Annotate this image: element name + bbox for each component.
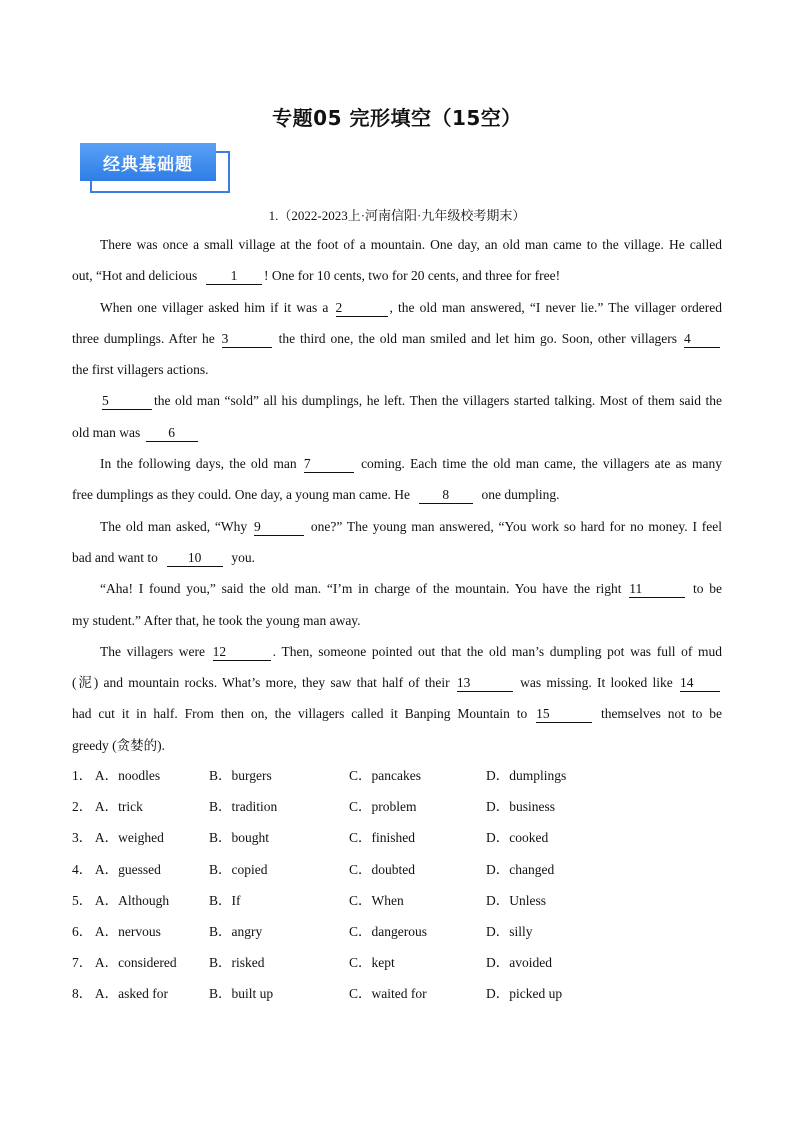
option-b[interactable]: B．built up: [209, 986, 274, 1002]
option-c[interactable]: C．dangerous: [349, 923, 427, 939]
blank-15[interactable]: 15: [536, 706, 592, 723]
option-row: 4． A．guessed B．copied C．doubted D．changed: [72, 859, 712, 890]
passage-line: my student.” After that, he took the young man away.: [72, 612, 361, 628]
option-a[interactable]: A．Although: [94, 892, 170, 908]
option-c[interactable]: C．doubted: [349, 861, 415, 877]
passage-line: In the following days, the old man 7 coming. Each time the old man came, the villagers ate as many: [100, 456, 723, 472]
option-d[interactable]: D．Unless: [486, 892, 546, 908]
passage-line: out, “Hot and delicious 1 ! One for 10 cents, two for 20 cents, and three for free!: [72, 268, 561, 284]
blank-7[interactable]: 7: [304, 456, 354, 473]
option-b[interactable]: B．copied: [209, 861, 268, 877]
option-b[interactable]: B．risked: [209, 955, 265, 971]
blank-11[interactable]: 11: [629, 581, 685, 598]
passage-line: There was once a small village at the foot of a mountain. One day, an old man came to the village. He called: [100, 237, 722, 252]
option-a[interactable]: A．weighed: [94, 830, 164, 846]
option-c[interactable]: C．finished: [349, 830, 415, 846]
option-a[interactable]: A．asked for: [94, 986, 168, 1002]
option-a[interactable]: A．nervous: [94, 923, 161, 939]
passage-line: The villagers were 12 . Then, someone pointed out that the old man’s dumpling pot was full of mud: [100, 643, 723, 659]
option-b[interactable]: B．angry: [209, 923, 263, 939]
option-c[interactable]: C．waited for: [349, 986, 427, 1002]
option-d[interactable]: D．cooked: [486, 830, 549, 846]
blank-13[interactable]: 13: [457, 675, 513, 692]
passage-line: the first villagers actions.: [72, 362, 209, 378]
option-d[interactable]: D．silly: [486, 923, 533, 939]
option-a[interactable]: A．trick: [94, 799, 143, 815]
passage-line: greedy (贪婪的).: [72, 737, 165, 753]
option-row: 6． A．nervous B．angry C．dangerous D．silly: [72, 921, 712, 952]
answer-options: [72, 765, 712, 1015]
option-b[interactable]: B．tradition: [209, 799, 278, 815]
question-heading: 1.（2022-2023上·河南信阳·九年级校考期末）: [268, 208, 526, 223]
passage-line: When one villager asked him if it was a 2 , the old man answered, “I never lie.” The villager ordered: [100, 299, 722, 315]
option-c[interactable]: C．pancakes: [349, 768, 421, 783]
option-row: 7． A．considered B．risked C．kept D．avoided: [72, 952, 712, 983]
option-row: 1． A．noodles B．burgers C．pancakes D．dumplings: [72, 765, 712, 796]
badge-label: 经典基础题: [80, 143, 216, 181]
option-a[interactable]: A．guessed: [94, 861, 161, 877]
page-title: 专题05 完形填空（15空）: [272, 106, 522, 130]
option-a[interactable]: A．noodles: [94, 768, 161, 783]
blank-2[interactable]: 2: [336, 300, 388, 317]
blank-1[interactable]: 1: [206, 268, 262, 285]
blank-6[interactable]: 6: [146, 425, 198, 442]
passage-line: free dumplings as they could. One day, a young man came. He 8 one dumpling.: [72, 487, 560, 503]
blank-10[interactable]: 10: [167, 550, 223, 567]
blank-3[interactable]: 3: [222, 331, 272, 348]
option-b[interactable]: B．If: [209, 892, 241, 908]
option-b[interactable]: B．burgers: [209, 768, 272, 783]
blank-5[interactable]: 5: [102, 393, 152, 410]
option-b[interactable]: B．bought: [209, 830, 270, 846]
option-row: 8． A．asked for B．built up C．waited for D．picked up: [72, 983, 712, 1014]
option-a[interactable]: A．considered: [94, 955, 177, 971]
passage-line: three dumplings. After he 3 the third one, the old man smiled and let him go. Soon, other villagers 4: [72, 328, 722, 359]
passage-line: had cut it in half. From then on, the villagers called it Banping Mountain to 15 themselves not to be: [72, 706, 722, 722]
option-c[interactable]: C．problem: [349, 799, 417, 815]
passage-line: 5 the old man “sold” all his dumplings, he left. Then the villagers started talking. Most of them said the: [102, 393, 722, 409]
option-d[interactable]: D．changed: [486, 861, 555, 877]
passage-line: (泥) and mountain rocks. What’s more, they saw that half of their 13 was missing. It looked like 14: [72, 672, 722, 703]
option-d[interactable]: D．avoided: [486, 955, 552, 971]
option-row: 5． A．Although B．If C．When D．Unless: [72, 890, 712, 921]
option-d[interactable]: D．picked up: [486, 986, 563, 1002]
blank-4[interactable]: 4: [684, 331, 720, 348]
option-d[interactable]: D．business: [486, 799, 556, 815]
passage: [72, 234, 722, 766]
passage-line: “Aha! I found you,” said the old man. “I’m in charge of the mountain. You have the right 11 to be: [100, 581, 723, 597]
option-c[interactable]: C．When: [349, 892, 404, 908]
blank-8[interactable]: 8: [419, 487, 473, 504]
passage-line: bad and want to 10 you.: [72, 549, 255, 565]
option-c[interactable]: C．kept: [349, 955, 395, 971]
blank-9[interactable]: 9: [254, 519, 304, 536]
section-badge: [80, 143, 228, 191]
passage-line: old man was 6: [72, 422, 722, 453]
passage-line: The old man asked, “Why 9 one?” The young man answered, “You work so hard for no money. I feel: [100, 518, 723, 534]
blank-12[interactable]: 12: [213, 644, 271, 661]
option-row: 2． A．trick B．tradition C．problem D．business: [72, 796, 712, 827]
blank-14[interactable]: 14: [680, 675, 720, 692]
option-row: 3． A．weighed B．bought C．finished D．cooked: [72, 827, 712, 858]
option-d[interactable]: D．dumplings: [486, 768, 567, 783]
